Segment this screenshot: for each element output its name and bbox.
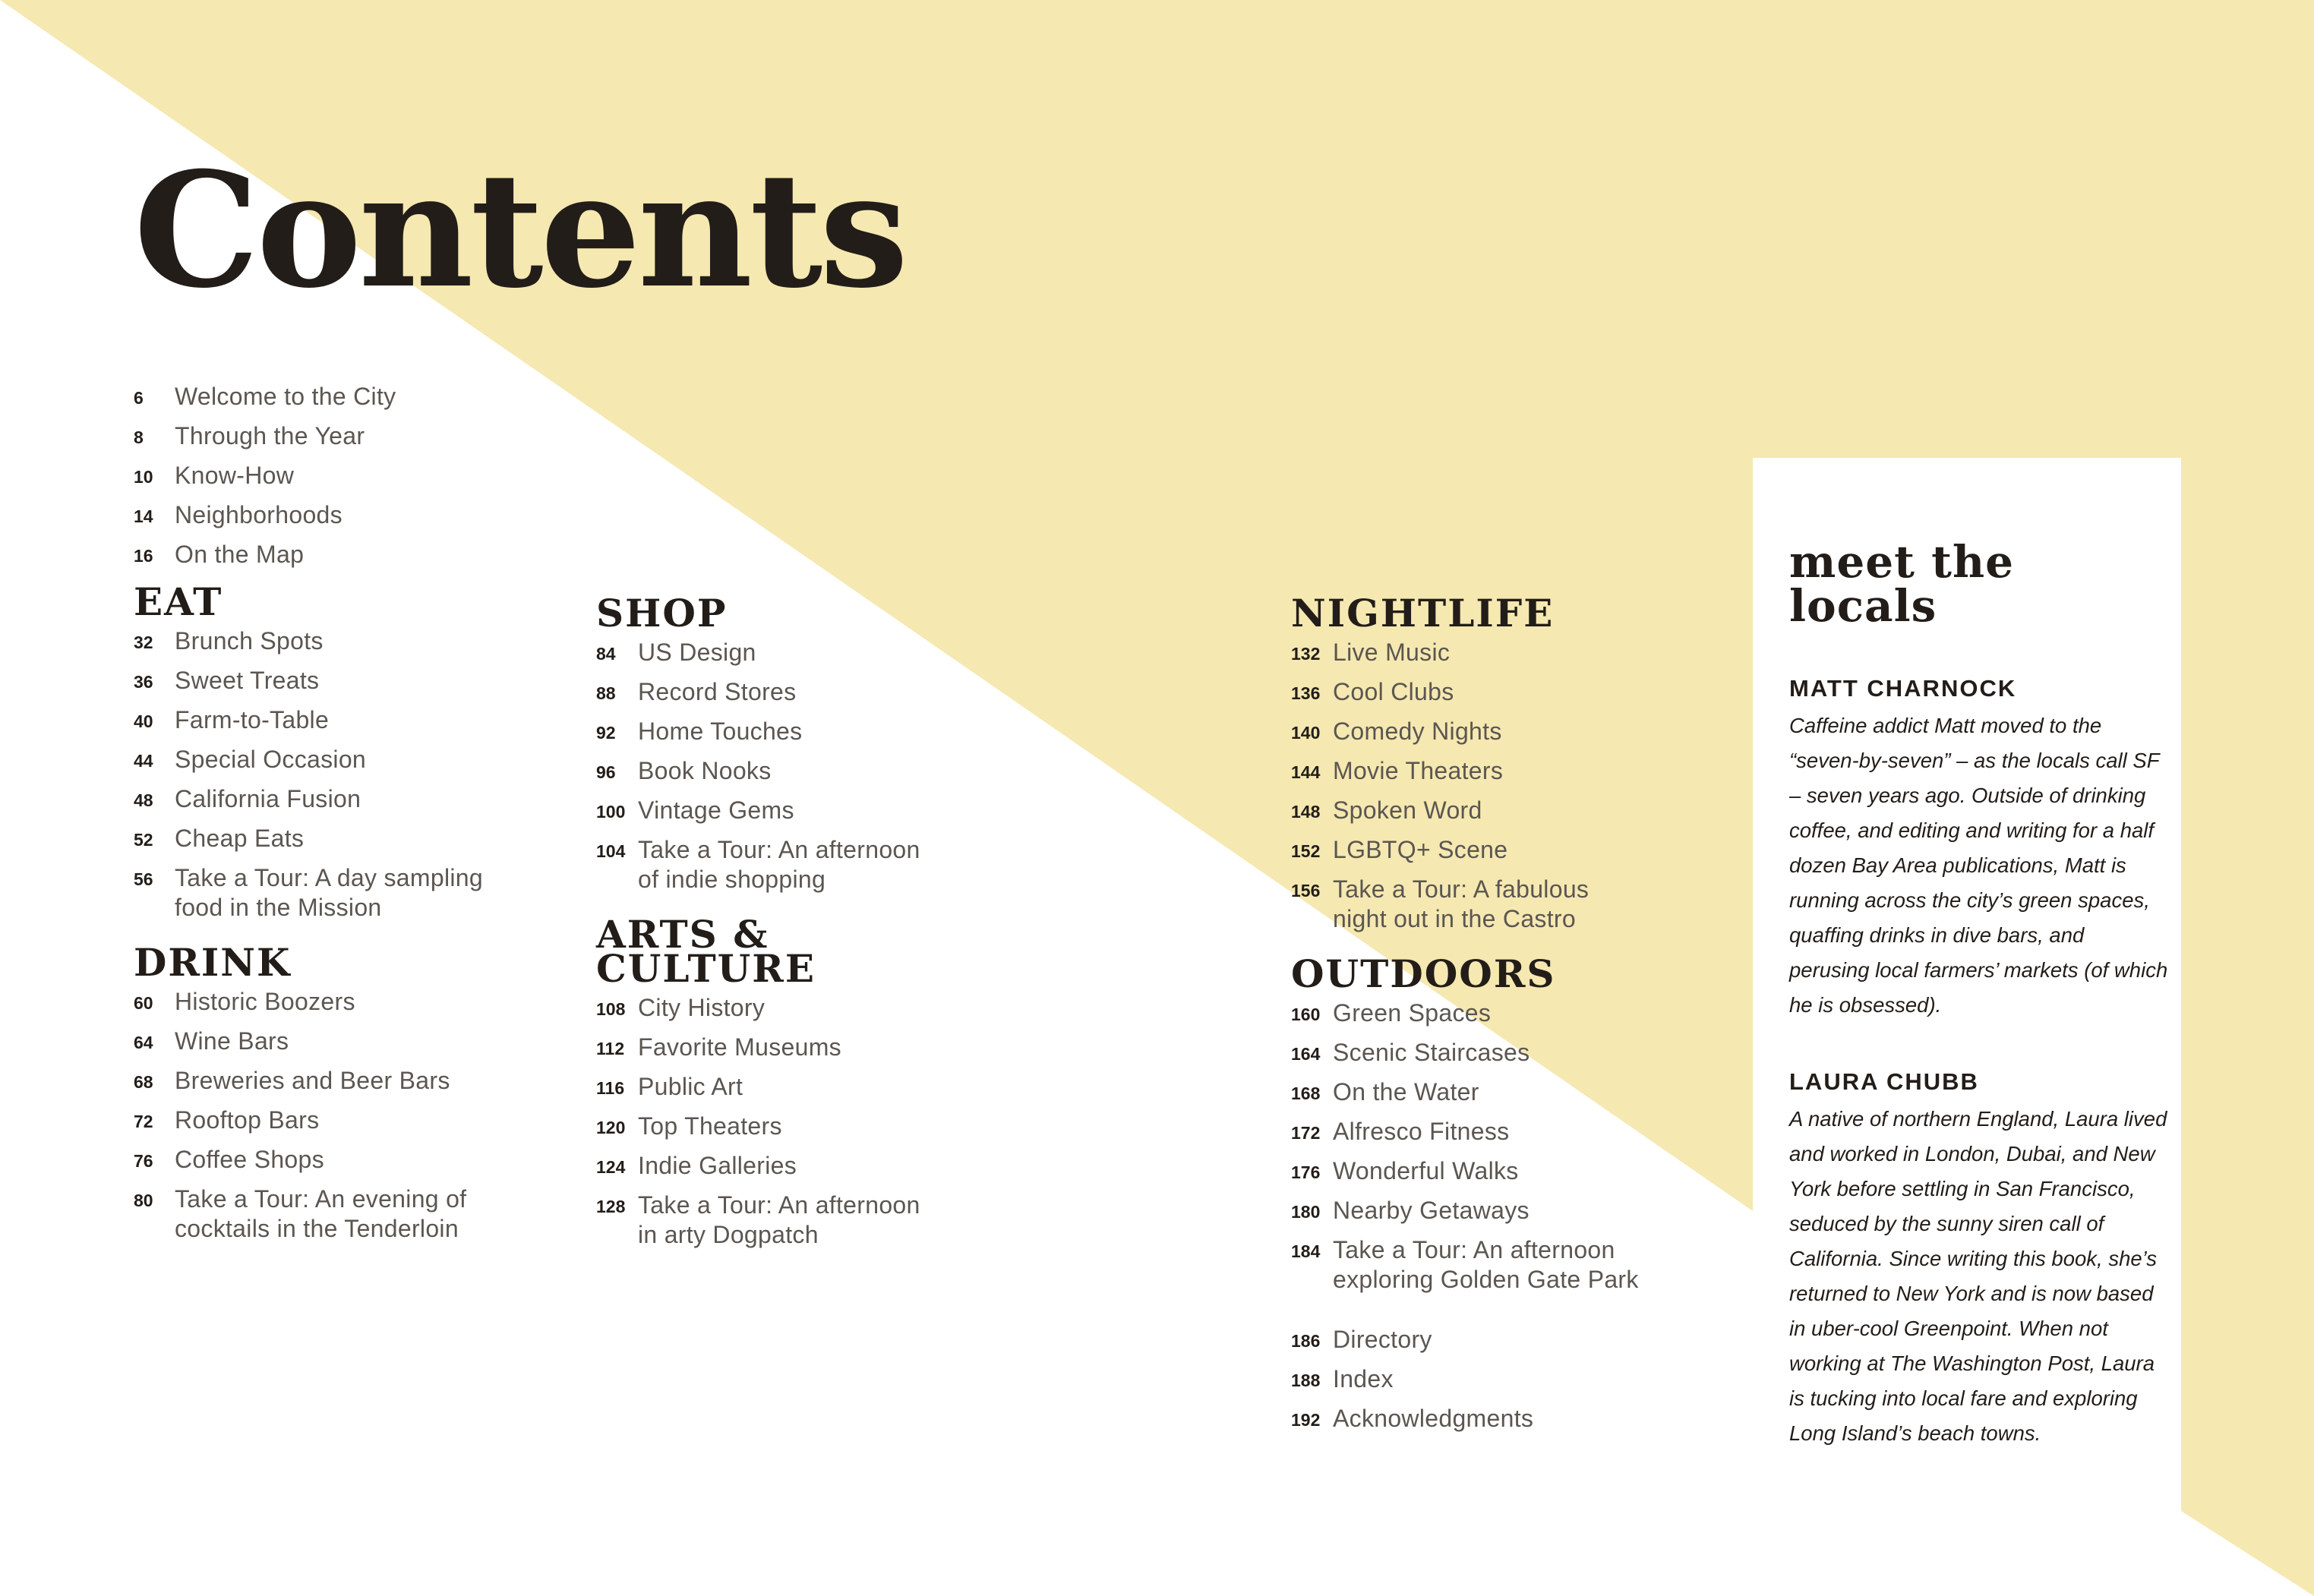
entry-label: Record Stores: [638, 678, 797, 705]
panel-title: meet the locals: [1789, 536, 2015, 632]
entry-label: California Fusion: [175, 785, 361, 812]
entry-label: Vintage Gems: [638, 796, 794, 824]
entry-label: Cool Clubs: [1333, 678, 1454, 705]
toc-entry[interactable]: [134, 1106, 559, 1135]
toc-entry[interactable]: [596, 756, 991, 786]
toc-entry[interactable]: [596, 717, 991, 746]
toc-intro-list: [134, 382, 559, 569]
entry-label: Take a Tour: An afternoon exploring Golden Gate Park: [1333, 1236, 1639, 1293]
page-number: 40: [134, 711, 153, 731]
section-arts-culture: [596, 912, 991, 1250]
toc-entry[interactable]: [1291, 1156, 1716, 1186]
section-heading: DRINK: [134, 940, 292, 985]
entry-label: Take a Tour: An afternoon in arty Dogpatch: [638, 1191, 920, 1248]
local-bio-text: A native of northern England, Laura lived and worked in London, Dubai, and New York before settling in San Francisco, seduced by the sunny siren call of California. Since writing this book, she’s returned to New York and is now based in uber-cool Greenpoint. When not working at The Washington Post, Laura is tucking into local fare and exploring Long Island’s beach towns.: [1789, 1107, 2167, 1445]
toc-entry[interactable]: [134, 824, 559, 853]
entry-label: Farm-to-Table: [175, 706, 330, 733]
toc-entry[interactable]: [596, 1033, 991, 1062]
page-number: 16: [134, 546, 153, 566]
page-number: 92: [596, 723, 616, 743]
toc-entry[interactable]: [596, 993, 991, 1023]
section-eat: [134, 579, 559, 923]
entry-label: Brunch Spots: [175, 627, 324, 654]
section-nightlife: [1291, 591, 1716, 934]
toc-entry[interactable]: [1291, 1235, 1716, 1295]
page-number: 192: [1291, 1410, 1321, 1430]
page-number: 184: [1291, 1241, 1321, 1261]
toc-back-matter: [1291, 1325, 1716, 1434]
toc-entry[interactable]: [1291, 998, 1716, 1028]
toc-column-3: [1291, 591, 1716, 1443]
page-number: 148: [1291, 802, 1321, 822]
entry-label: Wine Bars: [175, 1027, 289, 1055]
section-heading: ARTS & CULTURE: [596, 912, 816, 991]
entry-label: Indie Galleries: [638, 1152, 797, 1179]
entry-label: On the Map: [175, 541, 305, 568]
toc-entry[interactable]: [134, 1066, 559, 1096]
page-title: Contents: [134, 138, 906, 323]
toc-entry[interactable]: [596, 796, 991, 825]
page-number: 152: [1291, 841, 1321, 861]
entry-label: Favorite Museums: [638, 1033, 841, 1061]
page-number: 80: [134, 1191, 153, 1210]
toc-entry[interactable]: [1291, 717, 1716, 746]
toc-entry[interactable]: [134, 540, 559, 569]
entry-label: Comedy Nights: [1333, 718, 1502, 745]
entry-label: Welcome to the City: [175, 383, 396, 410]
section-drink: [134, 940, 559, 1244]
toc-entry[interactable]: [134, 705, 559, 735]
toc-entry[interactable]: [134, 421, 559, 451]
toc-entry[interactable]: [134, 1184, 559, 1244]
entry-label: Through the Year: [175, 422, 365, 449]
toc-entry[interactable]: [596, 1112, 991, 1141]
page-number: 136: [1291, 683, 1321, 703]
page-number: 96: [596, 762, 616, 782]
page-number: 164: [1291, 1044, 1321, 1064]
toc-entry[interactable]: [596, 1151, 991, 1181]
entry-label: Green Spaces: [1333, 999, 1492, 1027]
meet-the-locals-panel: [1753, 458, 2180, 1483]
page-number: 88: [596, 683, 616, 703]
entry-label: Take a Tour: An evening of cocktails in the Tenderloin: [175, 1185, 467, 1242]
page-number: 14: [134, 506, 153, 526]
toc-entry[interactable]: [1291, 1196, 1716, 1225]
page-number: 116: [596, 1078, 625, 1098]
toc-entry[interactable]: [1291, 1117, 1716, 1147]
page-number: 104: [596, 841, 626, 861]
page-number: 160: [1291, 1005, 1321, 1024]
entry-label: Take a Tour: An afternoon of indie shopping: [638, 836, 920, 893]
page-number: 172: [1291, 1123, 1321, 1143]
toc-entry[interactable]: [1291, 638, 1716, 667]
entry-label: Movie Theaters: [1333, 757, 1504, 784]
entry-label: Rooftop Bars: [175, 1106, 320, 1134]
page-number: 180: [1291, 1202, 1321, 1222]
toc-entry[interactable]: [1291, 1325, 1716, 1355]
entry-label: Directory: [1333, 1326, 1432, 1353]
toc-column-2: [596, 591, 991, 1260]
entry-label: Alfresco Fitness: [1333, 1118, 1510, 1145]
toc-entry[interactable]: [1291, 796, 1716, 825]
toc-entry[interactable]: [134, 500, 559, 530]
toc-entry[interactable]: [134, 863, 559, 923]
entry-label: US Design: [638, 639, 756, 666]
page-number: 8: [134, 427, 144, 447]
toc-entry[interactable]: [596, 1191, 991, 1250]
page-number: 132: [1291, 644, 1321, 664]
page-number: 52: [134, 830, 153, 850]
page-number: 124: [596, 1157, 626, 1177]
page-number: 144: [1291, 762, 1321, 782]
page-number: 36: [134, 672, 153, 692]
page-number: 10: [134, 467, 153, 487]
section-heading: NIGHTLIFE: [1291, 591, 1555, 636]
entry-label: On the Water: [1333, 1078, 1479, 1106]
page-number: 156: [1291, 881, 1321, 901]
local-name: MATT CHARNOCK: [1789, 675, 2017, 702]
entry-label: Top Theaters: [638, 1112, 782, 1140]
section-heading: SHOP: [596, 591, 728, 636]
toc-entry[interactable]: [1291, 677, 1716, 707]
toc-entry[interactable]: [134, 382, 559, 412]
local-name: LAURA CHUBB: [1789, 1068, 1979, 1095]
page-number: 168: [1291, 1083, 1321, 1103]
page-number: 72: [134, 1112, 153, 1131]
toc-entry[interactable]: [1291, 1038, 1716, 1068]
local-bio-text: Caffeine addict Matt moved to the “seven-by-seven” – as the locals call SF – seven years ago. Outside of drinking coffee, and editing and writing for a half dozen Bay Area publications, Matt is running across the city’s green spaces, quaffing drinks in dive bars, and perusing local farmers’ markets (of which he is obsessed).: [1789, 714, 2168, 1017]
entry-label: Know-How: [175, 462, 295, 489]
toc-entry[interactable]: [1291, 756, 1716, 786]
toc-entry[interactable]: [134, 745, 559, 774]
toc-column-1: [134, 382, 559, 1254]
page-number: 176: [1291, 1162, 1321, 1182]
section-outdoors: [1291, 951, 1716, 1295]
page-number: 120: [596, 1118, 626, 1137]
local-bio: [1789, 675, 2169, 1023]
entry-label: Public Art: [638, 1073, 743, 1100]
page-number: 32: [134, 632, 153, 652]
entry-label: Take a Tour: A day sampling food in the Mission: [175, 864, 483, 921]
page-number: 68: [134, 1072, 153, 1092]
page-number: 188: [1291, 1370, 1321, 1390]
entry-label: Special Occasion: [175, 746, 367, 773]
toc-entry[interactable]: [1291, 835, 1716, 865]
toc-entry[interactable]: [1291, 1077, 1716, 1107]
toc-entry[interactable]: [134, 987, 559, 1017]
section-shop: [596, 591, 991, 894]
entry-label: City History: [638, 994, 766, 1021]
toc-entry[interactable]: [134, 666, 559, 695]
toc-entry[interactable]: [596, 835, 991, 894]
entry-label: Live Music: [1333, 639, 1451, 666]
entry-label: Index: [1333, 1365, 1394, 1393]
toc-entry[interactable]: [134, 784, 559, 814]
local-bio: [1789, 1068, 2169, 1451]
toc-entry[interactable]: [134, 626, 559, 656]
entry-label: Take a Tour: A fabulous night out in the Castro: [1333, 875, 1589, 932]
toc-entry[interactable]: [1291, 1404, 1716, 1434]
page-number: 76: [134, 1151, 153, 1171]
page-number: 100: [596, 802, 626, 822]
entry-label: Breweries and Beer Bars: [175, 1067, 450, 1094]
page-number: 64: [134, 1033, 153, 1052]
entry-label: Coffee Shops: [175, 1146, 324, 1173]
entry-label: Historic Boozers: [175, 988, 355, 1015]
page-number: 112: [596, 1039, 625, 1058]
page-number: 44: [134, 751, 153, 771]
toc-entry[interactable]: [596, 677, 991, 707]
page-number: 108: [596, 999, 626, 1019]
toc-entry[interactable]: [1291, 1364, 1716, 1394]
entry-label: Home Touches: [638, 718, 803, 745]
toc-entry[interactable]: [134, 1145, 559, 1175]
page-number: 128: [596, 1197, 626, 1216]
toc-entry[interactable]: [596, 1072, 991, 1102]
page-number: 84: [596, 644, 616, 664]
entry-label: Scenic Staircases: [1333, 1039, 1530, 1066]
entry-label: Wonderful Walks: [1333, 1157, 1519, 1184]
page-number: 48: [134, 790, 153, 810]
entry-label: Spoken Word: [1333, 796, 1482, 824]
page-number: 6: [134, 388, 144, 408]
entry-label: Book Nooks: [638, 757, 772, 784]
entry-label: Neighborhoods: [175, 501, 343, 528]
section-heading: OUTDOORS: [1291, 951, 1556, 996]
entry-label: Sweet Treats: [175, 667, 320, 694]
entry-label: Cheap Eats: [175, 825, 305, 852]
toc-entry[interactable]: [1291, 875, 1716, 934]
toc-entry[interactable]: [134, 1027, 559, 1056]
section-heading: EAT: [134, 579, 223, 624]
page-number: 186: [1291, 1331, 1321, 1351]
page-number: 56: [134, 869, 153, 889]
entry-label: LGBTQ+ Scene: [1333, 836, 1508, 863]
toc-entry[interactable]: [596, 638, 991, 667]
page-number: 60: [134, 993, 153, 1013]
toc-entry[interactable]: [134, 461, 559, 490]
entry-label: Acknowledgments: [1333, 1405, 1534, 1432]
entry-label: Nearby Getaways: [1333, 1197, 1530, 1224]
page-number: 140: [1291, 723, 1321, 743]
